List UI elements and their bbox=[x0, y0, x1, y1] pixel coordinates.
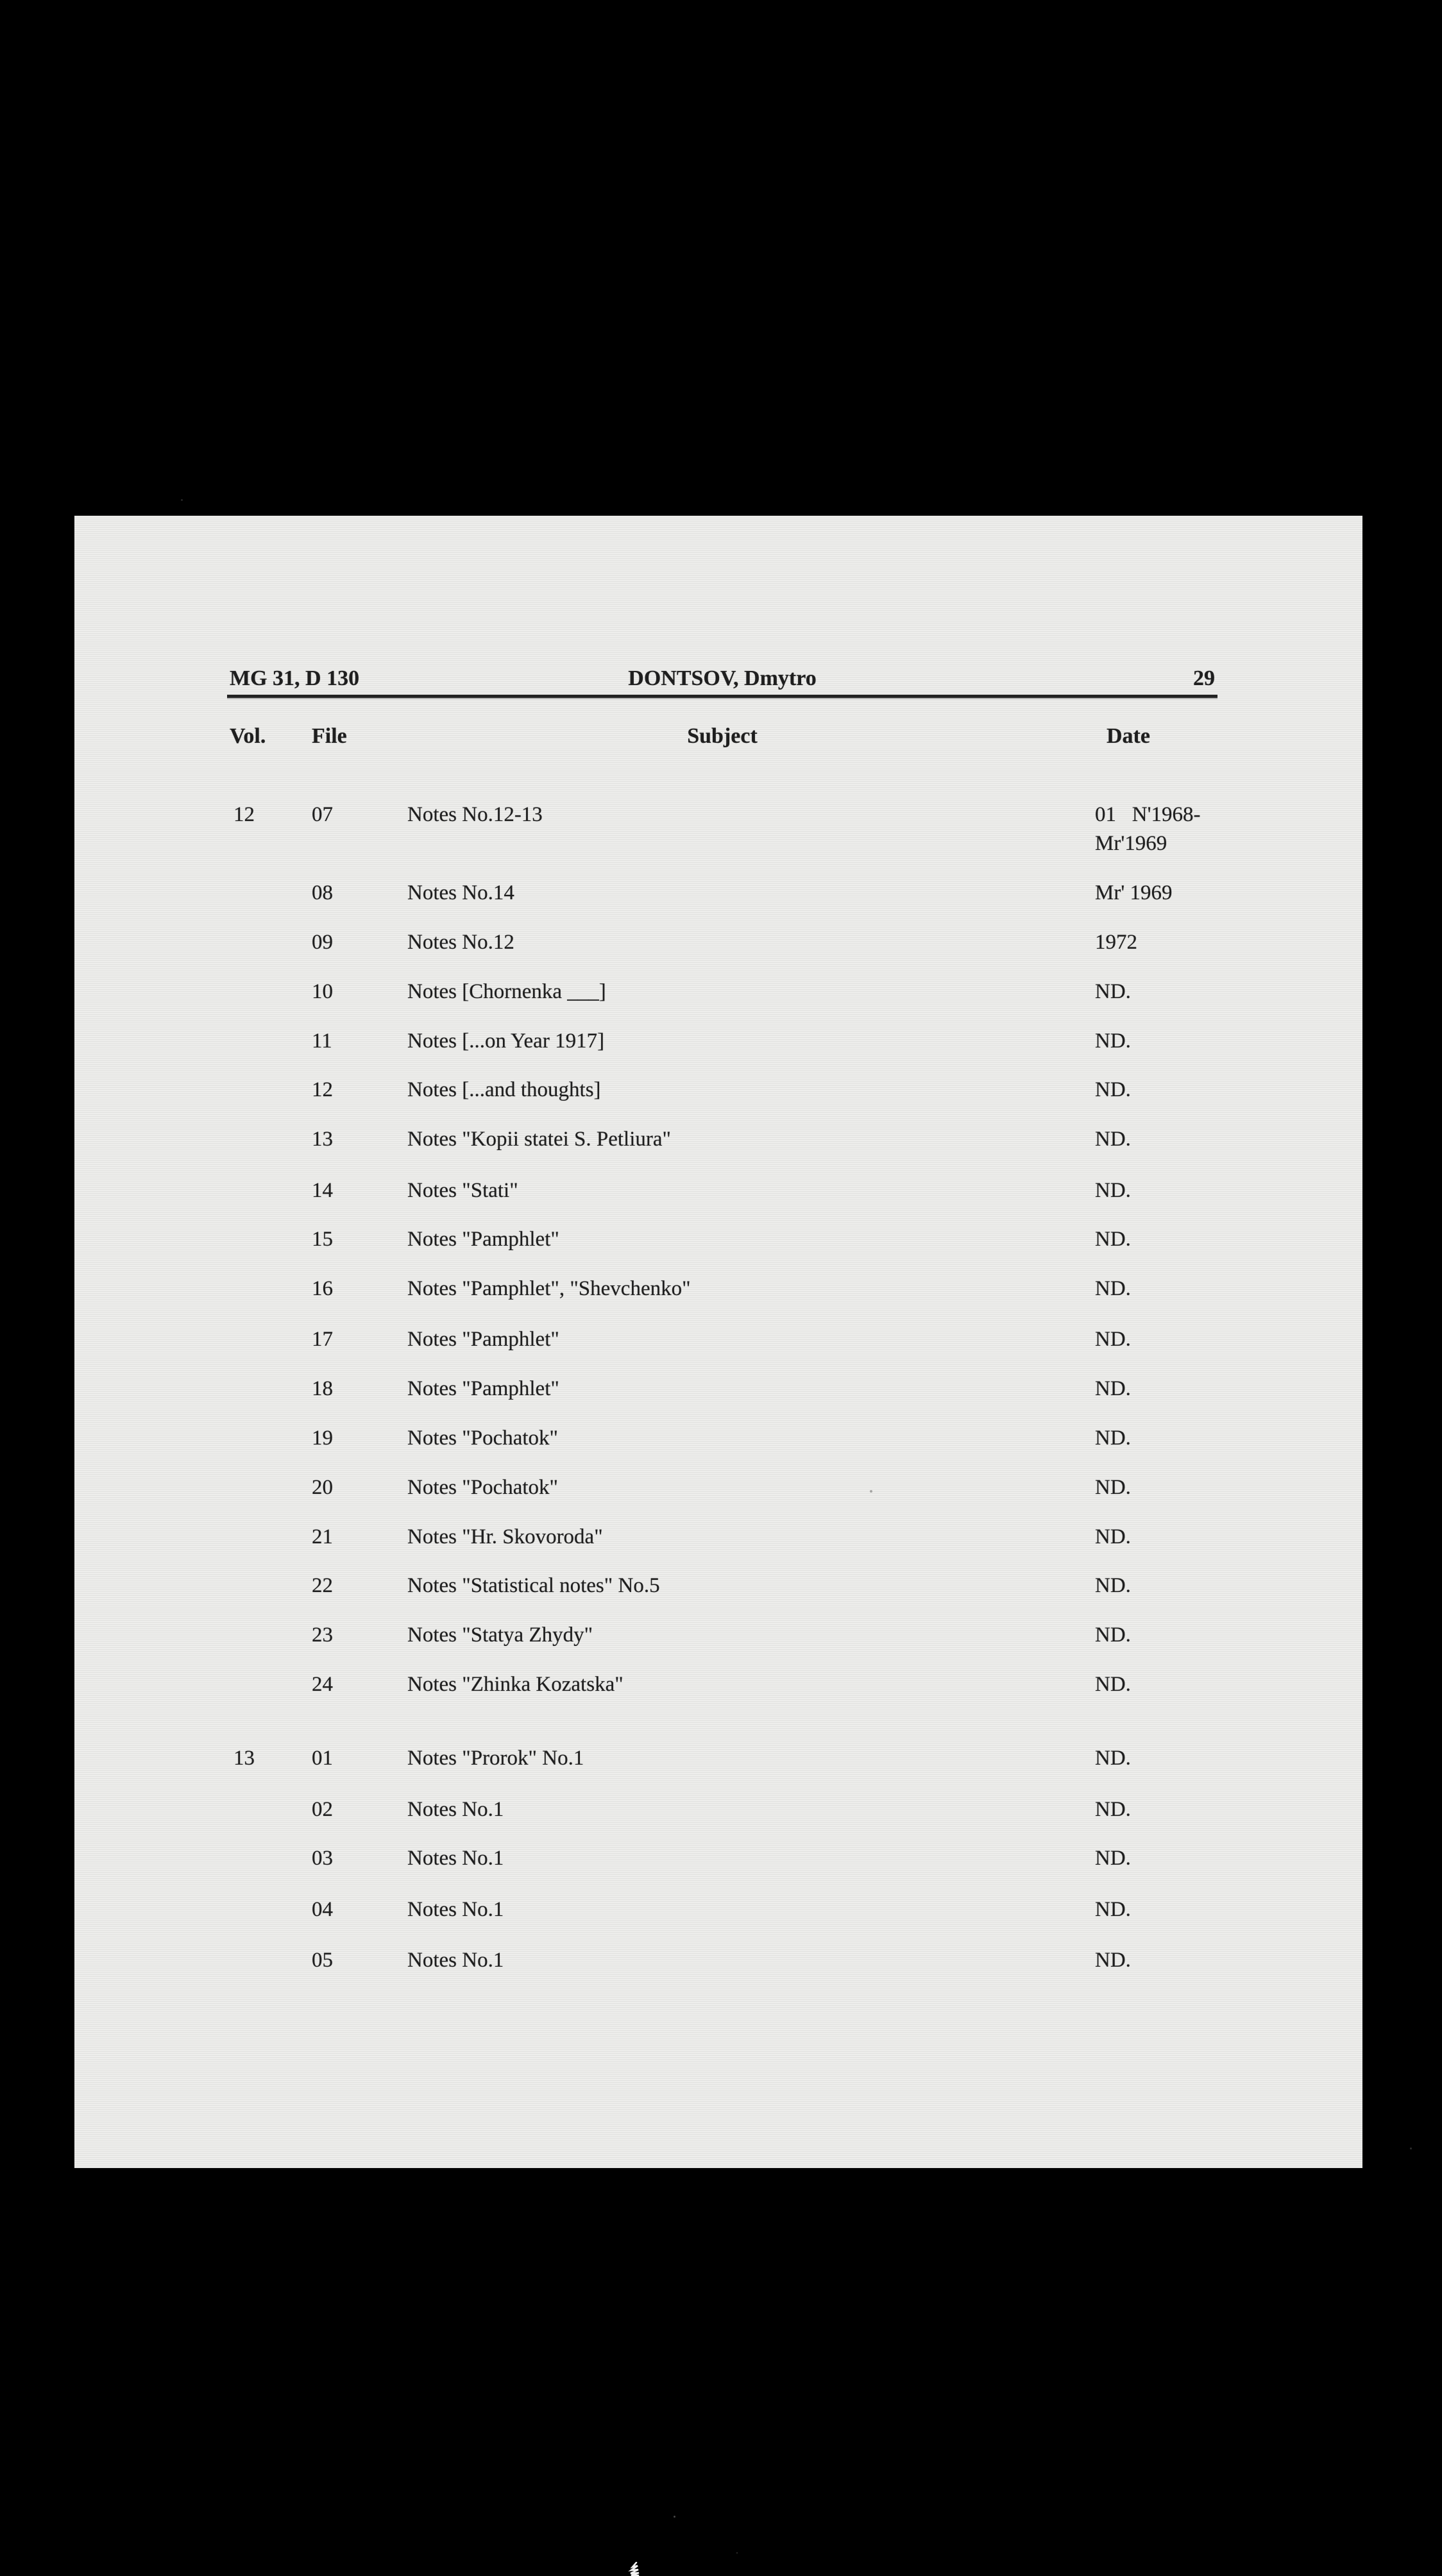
file-cell: 17 bbox=[312, 1328, 333, 1351]
table-row bbox=[74, 802, 1362, 855]
file-cell: 12 bbox=[312, 1078, 333, 1101]
subject-cell: Notes "Stati" bbox=[407, 1179, 518, 1202]
subject-cell: Notes "Pamphlet" bbox=[407, 1377, 559, 1400]
file-cell: 21 bbox=[312, 1525, 333, 1548]
subject-cell: Notes "Pamphlet", "Shevchenko" bbox=[407, 1277, 691, 1300]
date-cell: Mr' 1969 bbox=[1095, 881, 1173, 904]
date-cell: ND. bbox=[1095, 1747, 1131, 1770]
table-row bbox=[74, 929, 1362, 960]
table-row bbox=[74, 1376, 1362, 1407]
file-cell: 09 bbox=[312, 931, 333, 954]
file-cell: 13 bbox=[312, 1128, 333, 1151]
date-cell: ND. bbox=[1095, 1427, 1131, 1450]
subject-cell: Notes [Chornenka ___] bbox=[407, 980, 606, 1003]
date-cell: ND. bbox=[1095, 1128, 1131, 1151]
file-cell: 05 bbox=[312, 1949, 333, 1972]
table-row bbox=[74, 1897, 1362, 1928]
scan-speck bbox=[181, 499, 183, 501]
date-cell: ND. bbox=[1095, 1673, 1131, 1696]
table-row bbox=[74, 1573, 1362, 1604]
table-row bbox=[74, 1947, 1362, 1978]
table-row bbox=[74, 1672, 1362, 1702]
file-cell: 24 bbox=[312, 1673, 333, 1696]
table-row bbox=[74, 1845, 1362, 1876]
subject-cell: Notes "Statya Zhydy" bbox=[407, 1623, 593, 1647]
vol-cell: 12 bbox=[233, 803, 255, 826]
table-row bbox=[74, 1524, 1362, 1555]
scan-speck bbox=[870, 1490, 872, 1493]
table-row bbox=[74, 979, 1362, 1010]
date-cell: ND. bbox=[1095, 1847, 1131, 1870]
subject-cell: Notes No.1 bbox=[407, 1898, 504, 1921]
file-cell: 15 bbox=[312, 1228, 333, 1251]
subject-cell: Notes "Hr. Skovoroda" bbox=[407, 1525, 603, 1548]
subject-cell: Notes No.1 bbox=[407, 1847, 504, 1870]
scan-speck bbox=[1410, 2148, 1412, 2149]
subject-cell: Notes No.1 bbox=[407, 1798, 504, 1821]
scan-speck bbox=[736, 2552, 738, 2554]
table-row bbox=[74, 1276, 1362, 1307]
subject-cell: Notes "Pochatok" bbox=[407, 1427, 558, 1450]
table-row bbox=[74, 1077, 1362, 1108]
date-cell: ND. bbox=[1095, 1228, 1131, 1251]
table-row bbox=[74, 1425, 1362, 1456]
file-cell: 03 bbox=[312, 1847, 333, 1870]
page-number: 29 bbox=[1193, 666, 1215, 690]
page-title: DONTSOV, Dmytro bbox=[628, 666, 817, 690]
subject-cell: Notes [...on Year 1917] bbox=[407, 1030, 605, 1053]
file-cell: 14 bbox=[312, 1179, 333, 1202]
date-cell: ND. bbox=[1095, 980, 1131, 1003]
subject-cell: Notes No.1 bbox=[407, 1949, 504, 1972]
date-cell: ND. bbox=[1095, 1476, 1131, 1499]
date-cell: 01 N'1968- bbox=[1095, 803, 1201, 826]
date-cell: ND. bbox=[1095, 1525, 1131, 1548]
file-cell: 04 bbox=[312, 1898, 333, 1921]
file-cell: 20 bbox=[312, 1476, 333, 1499]
subject-cell: Notes "Pamphlet" bbox=[407, 1328, 559, 1351]
file-cell: 08 bbox=[312, 881, 333, 904]
file-cell: 22 bbox=[312, 1574, 333, 1597]
subject-cell: Notes No.12-13 bbox=[407, 803, 543, 826]
table-row bbox=[74, 1797, 1362, 1827]
date-cell: 1972 bbox=[1095, 931, 1137, 954]
subject-cell: Notes "Statistical notes" No.5 bbox=[407, 1574, 660, 1597]
subject-cell: Notes "Pochatok" bbox=[407, 1476, 558, 1499]
date-cell-line2: Mr'1969 bbox=[1095, 832, 1167, 855]
date-cell: ND. bbox=[1095, 1377, 1131, 1400]
header-collection: MG 31, D 130 bbox=[230, 666, 360, 690]
subject-cell: Notes "Kopii statei S. Petliura" bbox=[407, 1128, 671, 1151]
header-rule bbox=[227, 695, 1217, 698]
date-cell: ND. bbox=[1095, 1179, 1131, 1202]
table-row bbox=[74, 1028, 1362, 1059]
subject-cell: Notes "Prorok" No.1 bbox=[407, 1747, 584, 1770]
subject-cell: Notes No.12 bbox=[407, 931, 514, 954]
table-row bbox=[74, 1475, 1362, 1505]
column-header-date: Date bbox=[1107, 724, 1150, 748]
scan-artifact-scribble bbox=[627, 2562, 644, 2576]
date-cell: ND. bbox=[1095, 1078, 1131, 1101]
column-header-file: File bbox=[312, 724, 347, 748]
file-cell: 19 bbox=[312, 1427, 333, 1450]
file-cell: 18 bbox=[312, 1377, 333, 1400]
table-row bbox=[74, 1178, 1362, 1208]
date-cell: ND. bbox=[1095, 1898, 1131, 1921]
date-cell: ND. bbox=[1095, 1328, 1131, 1351]
column-header-vol: Vol. bbox=[230, 724, 266, 748]
file-cell: 01 bbox=[312, 1747, 333, 1770]
table-row bbox=[74, 1745, 1362, 1776]
file-cell: 23 bbox=[312, 1623, 333, 1647]
table-row bbox=[74, 1126, 1362, 1157]
date-cell: ND. bbox=[1095, 1949, 1131, 1972]
date-cell: ND. bbox=[1095, 1030, 1131, 1053]
table-row bbox=[74, 1622, 1362, 1653]
document-page bbox=[74, 516, 1362, 2168]
scan-speck bbox=[674, 2516, 675, 2518]
file-cell: 10 bbox=[312, 980, 333, 1003]
subject-cell: Notes No.14 bbox=[407, 881, 514, 904]
table-row bbox=[74, 880, 1362, 911]
file-cell: 02 bbox=[312, 1798, 333, 1821]
subject-cell: Notes [...and thoughts] bbox=[407, 1078, 601, 1101]
table-row bbox=[74, 1326, 1362, 1357]
file-cell: 11 bbox=[312, 1030, 332, 1053]
date-cell: ND. bbox=[1095, 1798, 1131, 1821]
subject-cell: Notes "Zhinka Kozatska" bbox=[407, 1673, 623, 1696]
file-cell: 07 bbox=[312, 803, 333, 826]
date-cell: ND. bbox=[1095, 1574, 1131, 1597]
subject-cell: Notes "Pamphlet" bbox=[407, 1228, 559, 1251]
vol-cell: 13 bbox=[233, 1747, 255, 1770]
table-row bbox=[74, 1226, 1362, 1257]
date-cell: ND. bbox=[1095, 1277, 1131, 1300]
date-cell: ND. bbox=[1095, 1623, 1131, 1647]
column-header-subject: Subject bbox=[687, 724, 758, 748]
file-cell: 16 bbox=[312, 1277, 333, 1300]
